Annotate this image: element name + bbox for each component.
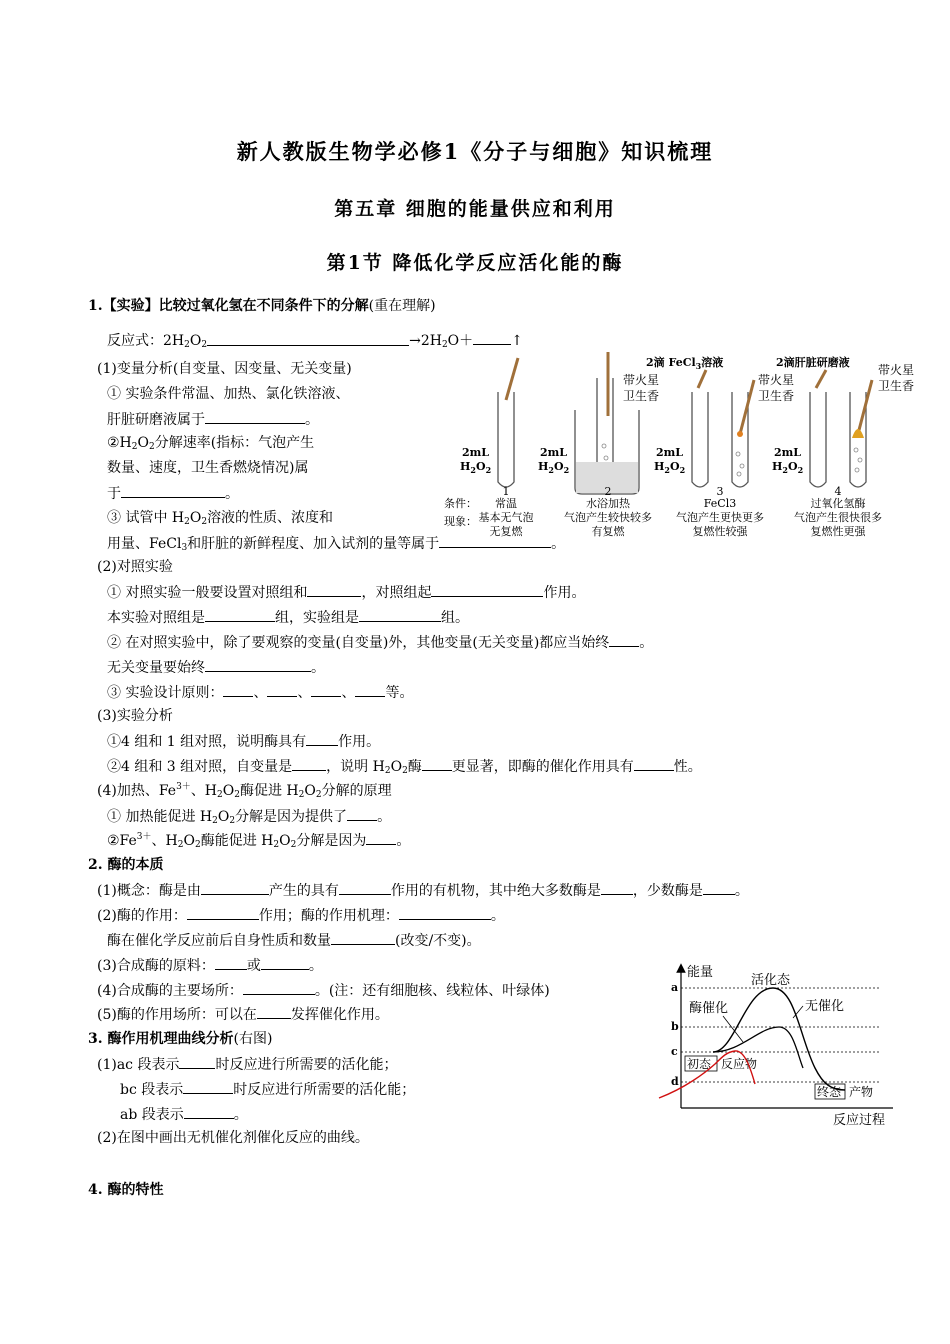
bubble bbox=[602, 444, 606, 448]
incense-4 bbox=[858, 380, 872, 434]
tube-num-3: 3 bbox=[716, 485, 724, 498]
text: 。 bbox=[490, 908, 505, 924]
sub: 2 bbox=[315, 790, 322, 800]
text: O bbox=[279, 833, 291, 849]
blank[interactable] bbox=[187, 905, 259, 920]
sub: 2 bbox=[184, 517, 190, 527]
text: 等。 bbox=[385, 685, 414, 701]
glow-3 bbox=[737, 431, 743, 437]
sub: 3 bbox=[181, 543, 188, 553]
label-incense-4: 卫生香 bbox=[878, 379, 915, 393]
sub: 2 bbox=[234, 790, 240, 800]
phen-label: 现象： bbox=[444, 515, 477, 528]
text: 无关变量要始终 bbox=[107, 660, 205, 676]
s3-l4: (2)在图中画出无机催化剂催化反应的曲线。 bbox=[97, 1130, 369, 1146]
text: 分解是因为 bbox=[296, 833, 367, 849]
sub: 2 bbox=[201, 340, 208, 350]
text: (1)概念：酶是由 bbox=[97, 883, 201, 899]
blank[interactable] bbox=[703, 880, 735, 895]
tube-cond-3: FeCl3 bbox=[703, 497, 737, 510]
ctrl-5 bbox=[107, 682, 413, 703]
tube-phen1-4: 气泡产生很快很多 bbox=[794, 511, 882, 524]
energy-chart bbox=[655, 958, 900, 1130]
blank[interactable] bbox=[121, 483, 225, 498]
label-star-3: 带火星 bbox=[758, 373, 795, 387]
cond-label: 条件： bbox=[444, 497, 477, 510]
tick-b: b bbox=[671, 1020, 679, 1033]
sub: 2 bbox=[273, 840, 280, 850]
text: (3)合成酶的原料： bbox=[97, 958, 215, 974]
text: ① 对照实验一般要设置对照组和 bbox=[107, 585, 308, 601]
text: 。 bbox=[639, 635, 654, 651]
ana-title: (3)实验分析 bbox=[97, 708, 173, 724]
text: O bbox=[304, 783, 316, 799]
text: (右图) bbox=[233, 1031, 273, 1047]
bubble bbox=[604, 456, 608, 460]
text: ③ 试管中 H bbox=[107, 510, 185, 526]
vol-4: 2mL bbox=[774, 446, 802, 459]
blank[interactable] bbox=[347, 806, 377, 821]
text: 酶 bbox=[407, 759, 422, 775]
text: 作用。 bbox=[543, 585, 586, 601]
blank[interactable] bbox=[359, 607, 441, 622]
initial-label: 初态 bbox=[687, 1057, 712, 1071]
blank[interactable] bbox=[261, 955, 309, 970]
blank[interactable] bbox=[634, 756, 674, 771]
sub: 2 bbox=[212, 816, 218, 826]
flame-4 bbox=[852, 429, 864, 438]
blank[interactable] bbox=[431, 582, 543, 597]
arrow-head: → bbox=[409, 333, 421, 349]
tube-1 bbox=[498, 392, 514, 487]
s3-heading bbox=[88, 1029, 272, 1049]
bubble bbox=[855, 468, 859, 472]
text: O bbox=[222, 783, 235, 799]
sub: 2 bbox=[148, 442, 155, 452]
text: ②Fe bbox=[107, 833, 137, 849]
vol-2: 2mL bbox=[540, 446, 568, 459]
text: 、H bbox=[151, 833, 178, 849]
label-incense-3: 卫生香 bbox=[758, 389, 795, 403]
text: ① 加热能促进 H bbox=[107, 809, 213, 825]
blank[interactable] bbox=[205, 607, 275, 622]
text: 分解是因为提供了 bbox=[235, 809, 348, 825]
blank[interactable] bbox=[422, 756, 452, 771]
text: 用量、FeCl bbox=[107, 536, 182, 552]
chapter-title: 第五章 细胞的能量供应和利用 bbox=[334, 198, 616, 220]
ana-1 bbox=[107, 731, 380, 752]
s3-l3 bbox=[120, 1104, 248, 1125]
ctrl-3 bbox=[107, 632, 653, 653]
text: ，对照组起 bbox=[361, 585, 432, 601]
text: (2)酶的作用： bbox=[97, 908, 187, 924]
vol-1: 2mL bbox=[462, 446, 490, 459]
s2-heading: 2. 酶的本质 bbox=[88, 857, 164, 873]
s2-l1 bbox=[97, 880, 749, 901]
section-title: 第1节 降低化学反应活化能的酶 bbox=[326, 252, 624, 274]
s1-heading-text: 1.【实验】比较过氧化氢在不同条件下的分解 bbox=[88, 298, 369, 314]
s2-l6 bbox=[97, 1004, 389, 1025]
text: O bbox=[183, 833, 195, 849]
pr-2 bbox=[107, 830, 410, 851]
sub: 2 bbox=[217, 790, 223, 800]
eq-prefix: 反应式：2H bbox=[107, 333, 185, 349]
text: 、 bbox=[297, 685, 312, 701]
text: 。(注：还有细胞核、线粒体、叶绿体) bbox=[314, 983, 550, 999]
blank[interactable] bbox=[311, 682, 341, 697]
blank[interactable] bbox=[399, 905, 491, 920]
text: (4)合成酶的主要场所： bbox=[97, 983, 243, 999]
text: 酶在催化学反应前后自身性质和数量 bbox=[107, 933, 331, 949]
text: ② 在对照实验中，除了要观察的变量(自变量)外，其他变量(无关变量)都应当始终 bbox=[107, 635, 610, 651]
xlabel: 反应过程 bbox=[833, 1113, 886, 1128]
text: 性。 bbox=[673, 759, 702, 775]
var-1b bbox=[107, 409, 319, 430]
gas-arrow: ↑ bbox=[511, 333, 523, 349]
text: 组，实验组是 bbox=[275, 610, 359, 626]
text: O bbox=[217, 809, 230, 825]
s2-l3 bbox=[107, 930, 481, 951]
eq-o: O bbox=[189, 333, 202, 349]
var-2b: 数量、速度，卫生香燃烧情况)属 bbox=[107, 460, 309, 476]
tube-phen1-2: 气泡产生较快较多 bbox=[564, 511, 652, 524]
sub: 2 bbox=[298, 790, 305, 800]
tube-cond-2: 水浴加热 bbox=[586, 497, 630, 510]
text: 和肝脏的新鲜程度、加入试剂的量等属于 bbox=[187, 536, 440, 552]
var-title: (1)变量分析(自变量、因变量、无关变量) bbox=[97, 361, 352, 377]
text: 本实验对照组是 bbox=[107, 610, 205, 626]
sub: 2 bbox=[177, 840, 184, 850]
label-liver: 2滴肝脏研磨液 bbox=[776, 356, 850, 369]
bubble bbox=[740, 464, 744, 468]
ctrl-2 bbox=[107, 607, 469, 628]
text: 、 bbox=[253, 685, 268, 701]
blank[interactable] bbox=[292, 756, 326, 771]
label-fecl3: 2滴 FeCl$_3$溶液 bbox=[646, 356, 724, 371]
blank[interactable] bbox=[331, 930, 395, 945]
sub: 2 bbox=[184, 340, 190, 350]
text: 于 bbox=[107, 486, 121, 502]
bubble bbox=[858, 458, 862, 462]
blank[interactable] bbox=[609, 632, 639, 647]
blank[interactable] bbox=[183, 1079, 233, 1094]
h2o2-3: $H_2O_2$ bbox=[654, 460, 686, 475]
var-3a bbox=[107, 508, 333, 528]
tube-4 bbox=[850, 392, 866, 487]
tube-4a bbox=[810, 392, 826, 487]
s3-l1 bbox=[97, 1054, 397, 1075]
text: 作用的有机物，其中绝大多数酶是 bbox=[390, 883, 601, 899]
no-cat-label: 无催化 bbox=[805, 999, 845, 1014]
enzyme-pointer bbox=[723, 1016, 743, 1042]
blank[interactable] bbox=[215, 955, 247, 970]
incense-1 bbox=[506, 358, 518, 400]
sub: 2 bbox=[201, 517, 208, 527]
bubble bbox=[854, 448, 858, 452]
tube-cond-1: 常温 bbox=[495, 497, 517, 510]
text: 酶促进 H bbox=[239, 783, 299, 799]
blank[interactable] bbox=[473, 330, 511, 345]
blank[interactable] bbox=[366, 830, 396, 845]
label-incense-2: 卫生香 bbox=[623, 389, 660, 403]
text: bc 段表示 bbox=[120, 1082, 184, 1098]
blank[interactable] bbox=[257, 1004, 291, 1019]
blank[interactable] bbox=[179, 1054, 215, 1069]
main-title: 新人教版生物学必修1《分子与细胞》知识梳理 bbox=[236, 139, 714, 164]
tube-phen2-3: 复燃性较强 bbox=[692, 525, 748, 538]
text: O bbox=[390, 759, 403, 775]
tube-phen2-2: 有复燃 bbox=[591, 525, 625, 538]
text: 发挥催化作用。 bbox=[290, 1007, 389, 1023]
blank[interactable] bbox=[601, 880, 633, 895]
tube-2 bbox=[597, 378, 613, 475]
eq-plus: O＋ bbox=[447, 333, 474, 349]
s2-l2 bbox=[97, 905, 505, 926]
tube-3a bbox=[692, 392, 708, 487]
text: ①4 组和 1 组对照，说明酶具有 bbox=[107, 734, 307, 750]
sub: 2 bbox=[229, 816, 236, 826]
blank[interactable] bbox=[223, 682, 253, 697]
label-star-2: 带火星 bbox=[623, 373, 660, 387]
eq-arrow bbox=[207, 336, 409, 346]
s2-l4 bbox=[97, 955, 323, 976]
text: (5)酶的作用场所：可以在 bbox=[97, 1007, 257, 1023]
blank[interactable] bbox=[205, 657, 311, 672]
tube-phen1-1: 基本无气泡 bbox=[478, 511, 534, 524]
blank[interactable] bbox=[306, 731, 338, 746]
text: 分解速率(指标：气泡产生 bbox=[154, 435, 315, 451]
sub: 2 bbox=[402, 766, 408, 776]
dropper-3 bbox=[698, 370, 706, 388]
blank[interactable] bbox=[201, 880, 269, 895]
text: ab 段表示 bbox=[120, 1107, 184, 1123]
text: 更显著，即酶的催化作用具有 bbox=[451, 759, 634, 775]
text: 、H bbox=[190, 783, 218, 799]
blank[interactable] bbox=[339, 880, 391, 895]
s1-heading bbox=[88, 296, 436, 316]
tube-phen1-3: 气泡产生更快更多 bbox=[676, 511, 764, 524]
tube-cond-4: 过氧化氢酶 bbox=[810, 497, 866, 510]
text: 组。 bbox=[441, 610, 469, 626]
tick-c: c bbox=[671, 1045, 678, 1058]
ylabel: 能量 bbox=[687, 965, 714, 980]
text: 。 bbox=[311, 660, 325, 676]
text: 产生的具有 bbox=[268, 883, 339, 899]
text: ，少数酶是 bbox=[632, 883, 703, 899]
eq-mid: 2H bbox=[420, 333, 442, 349]
product-label: 产物 bbox=[849, 1085, 874, 1099]
active-label: 活化态 bbox=[751, 973, 791, 988]
ana-2 bbox=[107, 756, 702, 777]
sup: 3＋ bbox=[136, 832, 152, 842]
tube-num-4: 4 bbox=[834, 485, 842, 498]
ctrl-4 bbox=[107, 657, 325, 678]
text: 。 bbox=[305, 412, 319, 428]
text: 。 bbox=[308, 958, 323, 974]
tube-num-2: 2 bbox=[604, 485, 612, 498]
text: (4)加热、Fe bbox=[97, 783, 177, 799]
h2o2-4: $H_2O_2$ bbox=[772, 460, 804, 475]
test-tube-figure bbox=[440, 350, 930, 542]
blank[interactable] bbox=[355, 682, 385, 697]
pr-title bbox=[97, 781, 392, 801]
text: 作用；酶的作用机理： bbox=[258, 908, 399, 924]
s4-heading: 4. 酶的特性 bbox=[88, 1182, 164, 1198]
text: (1)ac 段表示 bbox=[97, 1057, 180, 1073]
dropper-4 bbox=[816, 370, 826, 388]
blank[interactable] bbox=[307, 582, 361, 597]
text: 时反应进行所需要的活化能； bbox=[233, 1082, 416, 1098]
ctrl-title: (2)对照实验 bbox=[97, 559, 173, 575]
s1-heading-note: (重在理解) bbox=[368, 298, 436, 314]
tube-num-1: 1 bbox=[502, 485, 510, 498]
text: ②4 组和 3 组对照，自变量是 bbox=[107, 759, 293, 775]
text: 。 bbox=[734, 883, 749, 899]
tube-phen2-4: 复燃性更强 bbox=[810, 525, 866, 538]
text: 溶液的性质、浓度和 bbox=[207, 510, 334, 526]
h2o2-2: $H_2O_2$ bbox=[538, 460, 570, 475]
sub: 2 bbox=[194, 840, 201, 850]
bubble bbox=[737, 472, 741, 476]
text: 。 bbox=[233, 1107, 248, 1123]
text: 。 bbox=[551, 536, 566, 552]
incense-3 bbox=[740, 380, 754, 434]
text: ②H bbox=[107, 435, 132, 451]
text: (改变/不变)。 bbox=[395, 933, 481, 949]
text: ③ 实验设计原则： bbox=[107, 685, 224, 701]
blank[interactable] bbox=[243, 980, 315, 995]
blank[interactable] bbox=[267, 682, 297, 697]
enzyme-label: 酶催化 bbox=[689, 1001, 729, 1016]
text: O bbox=[137, 435, 149, 451]
text: O bbox=[189, 510, 202, 526]
s3-l2 bbox=[120, 1079, 415, 1100]
text: 作用。 bbox=[338, 734, 381, 750]
var-2a bbox=[107, 433, 314, 453]
sub: 2 bbox=[131, 442, 138, 452]
var-2c bbox=[107, 483, 239, 504]
text: 时反应进行所需要的活化能； bbox=[215, 1057, 398, 1073]
final-label: 终态 bbox=[817, 1085, 842, 1099]
ctrl-1 bbox=[107, 582, 585, 603]
text: 肝脏研磨液属于 bbox=[107, 412, 205, 428]
sub: 2 bbox=[441, 340, 448, 350]
s2-l5 bbox=[97, 980, 550, 1001]
pr-1 bbox=[107, 806, 391, 827]
text: 。 bbox=[377, 809, 392, 825]
reactant-label: 反应物 bbox=[721, 1057, 758, 1071]
sub: 2 bbox=[384, 766, 391, 776]
blank[interactable] bbox=[184, 1104, 234, 1119]
text: 、 bbox=[341, 685, 356, 701]
bubble bbox=[736, 452, 740, 456]
text: 酶能促进 H bbox=[200, 833, 274, 849]
sup: 3＋ bbox=[176, 782, 191, 792]
text: 3. 酶作用机理曲线分析 bbox=[88, 1031, 234, 1047]
text: 。 bbox=[396, 833, 411, 849]
h2o2-1: $H_2O_2$ bbox=[460, 460, 492, 475]
text: 分解的原理 bbox=[321, 783, 392, 799]
tick-d: d bbox=[671, 1075, 679, 1088]
text: ，说明 H bbox=[326, 759, 385, 775]
reaction-equation bbox=[107, 330, 523, 351]
vol-3: 2mL bbox=[656, 446, 684, 459]
var-1a: ① 实验条件常温、加热、氯化铁溶液、 bbox=[107, 386, 350, 402]
text: 。 bbox=[225, 486, 239, 502]
blank[interactable] bbox=[205, 409, 305, 424]
text: 或 bbox=[246, 958, 261, 974]
label-star-4: 带火星 bbox=[878, 363, 915, 377]
sub: 2 bbox=[290, 840, 297, 850]
tube-phen2-1: 无复燃 bbox=[489, 525, 523, 538]
tick-a: a bbox=[671, 981, 679, 994]
